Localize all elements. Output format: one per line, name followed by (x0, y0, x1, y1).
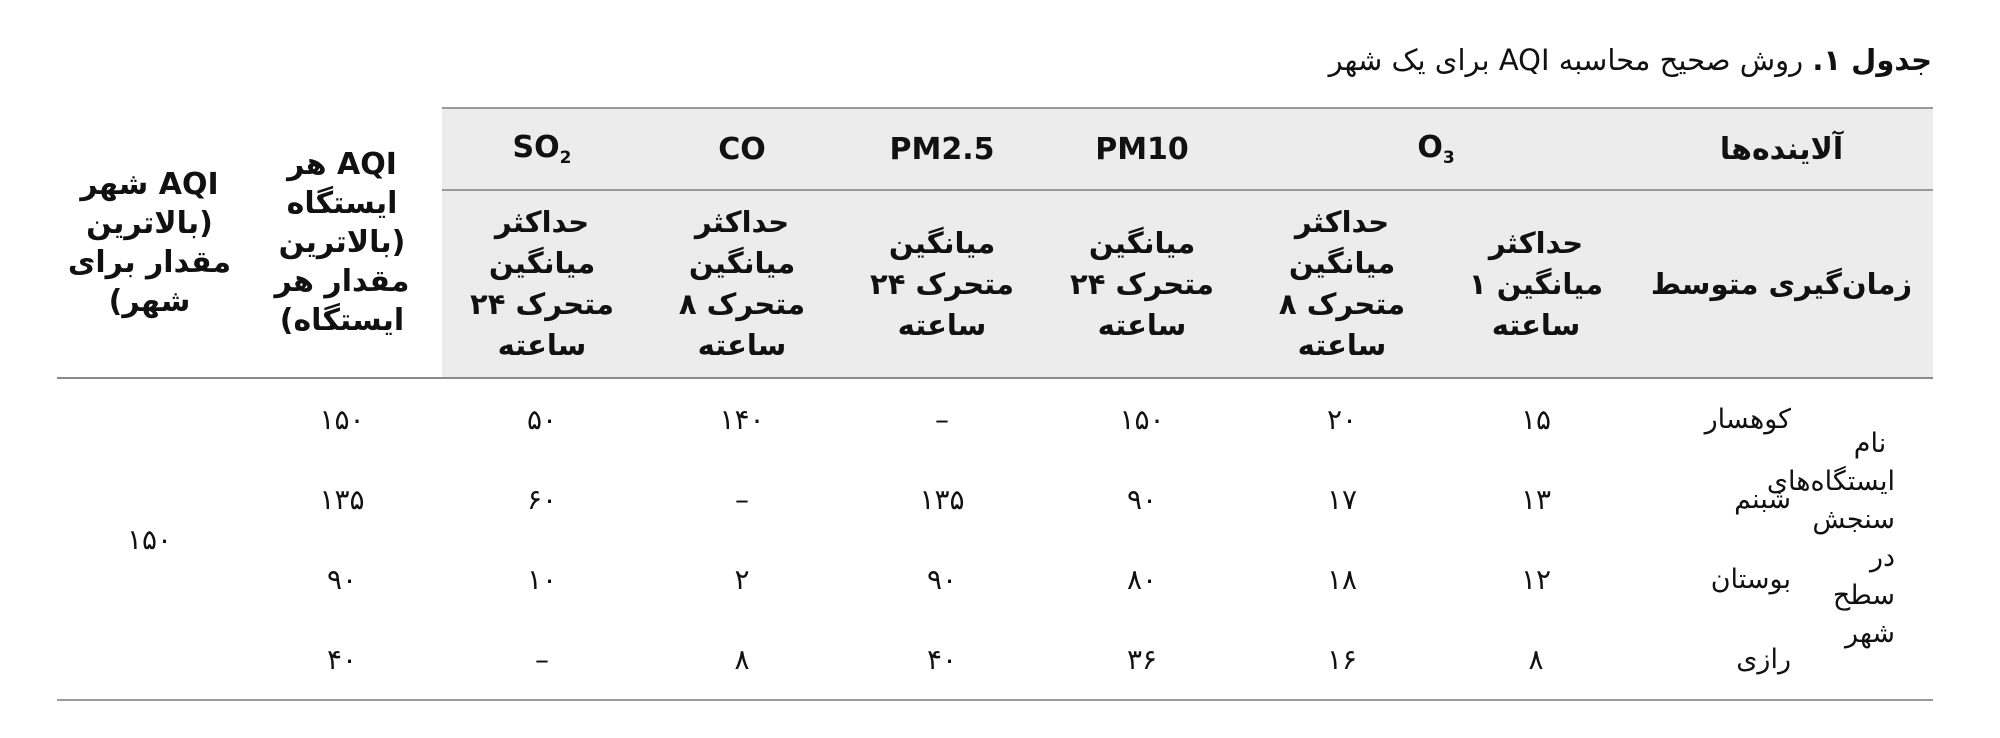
station-aqi-header-line: مقدار هر (274, 264, 410, 299)
header-line: حداکثر (1294, 205, 1390, 239)
header-line: ساعته (1097, 307, 1187, 342)
header-line: میانگین ۱ (1468, 266, 1604, 301)
header-line: میانگین (688, 246, 796, 280)
cell-co: ۲ (734, 562, 750, 596)
city-aqi-header-line: AQI شهر (80, 166, 219, 202)
so2-label: SO (512, 130, 560, 165)
header-line: متحرک ۸ (678, 287, 806, 321)
cell-station-aqi: ۴۰ (242, 619, 442, 700)
cell-pm10: ۱۵۰ (1119, 402, 1165, 436)
city-aqi-value: ۱۵۰ (57, 378, 242, 700)
cell-pm10: ۸۰ (1126, 562, 1158, 596)
co-avg-header (642, 190, 842, 378)
header-line: متحرک ۲۴ (470, 287, 614, 321)
header-line: متحرک ۲۴ (870, 266, 1014, 301)
station-aqi-header (242, 108, 442, 378)
cell-o3-1h: ۸ (1442, 619, 1630, 700)
cell-pm25: ۹۰ (926, 562, 958, 596)
city-aqi-header-line: شهر) (108, 283, 191, 319)
pm10-avg-header (1042, 190, 1242, 378)
station-aqi-header-line: ایستگاه) (279, 303, 405, 338)
station-name: رازی (1630, 619, 1805, 700)
header-line: میانگین (1288, 246, 1396, 280)
aqi-table-container (57, 107, 1933, 701)
table-row (57, 459, 1933, 539)
group-label-line: سنجش در (1812, 504, 1896, 573)
so2-subscript: 2 (559, 148, 572, 168)
cell-so2: ۵۰ (526, 402, 558, 436)
table-row (57, 378, 1933, 459)
o3-subscript: 3 (1442, 148, 1455, 168)
caption-label: جدول ۱. (1812, 43, 1932, 77)
pm25-header: PM2.5 (842, 108, 1042, 190)
station-aqi-header-line: (بالاترین (278, 225, 406, 260)
header-line: حداکثر (694, 205, 790, 239)
o3-8h-header (1242, 190, 1442, 378)
cell-pm10: ۳۶ (1042, 619, 1242, 700)
group-label-line: ایستگاه‌های (1766, 466, 1896, 497)
cell-o3-1h: ۱۵ (1520, 402, 1552, 436)
station-name: بوستان (1710, 563, 1792, 595)
cell-so2: ۶۰ (526, 482, 558, 516)
so2-avg-header (442, 190, 642, 378)
header-line: متحرک ۲۴ (1070, 266, 1214, 301)
header-line: حداکثر (494, 205, 590, 239)
cell-station-aqi: ۹۰ (326, 562, 358, 596)
cell-pm25: – (935, 402, 949, 436)
table-row (57, 539, 1933, 619)
cell-pm10: ۹۰ (1126, 482, 1158, 516)
header-line: متحرک ۸ (1278, 287, 1406, 321)
header-line: ساعته (897, 307, 987, 342)
city-aqi-header-line: (بالاترین (86, 205, 213, 241)
cell-o3-8h: ۱۸ (1326, 562, 1358, 596)
header-line: ساعته (1297, 328, 1387, 362)
cell-station-aqi: ۱۳۵ (319, 482, 365, 516)
cell-so2: – (442, 619, 642, 700)
station-aqi-header-line: ایستگاه (286, 186, 398, 221)
header-line: میانگین (488, 246, 596, 280)
station-group-label (1766, 378, 1933, 700)
pm25-avg-header (842, 190, 1042, 378)
header-line: میانگین (888, 225, 996, 260)
station-name: کوهسار (1704, 403, 1792, 435)
group-label-line: سطح شهر (1832, 580, 1896, 649)
cell-o3-1h: ۱۲ (1520, 562, 1552, 596)
pm10-header: PM10 (1042, 108, 1242, 190)
city-aqi-header (57, 108, 242, 378)
cell-so2: ۱۰ (526, 562, 558, 596)
o3-1h-header (1442, 190, 1630, 378)
cell-o3-8h: ۲۰ (1326, 402, 1358, 436)
aqi-table (57, 107, 1933, 701)
cell-pm25: ۴۰ (842, 619, 1042, 700)
cell-o3-8h: ۱۶ (1242, 619, 1442, 700)
cell-o3-1h: ۱۳ (1520, 482, 1552, 516)
averaging-header: زمان‌گیری متوسط (1630, 190, 1933, 378)
o3-label: O (1417, 130, 1443, 165)
table-caption (1329, 40, 1932, 80)
station-aqi-header-line: AQI هر (287, 147, 397, 182)
so2-header (442, 108, 642, 190)
city-aqi-header-line: مقدار برای (67, 244, 232, 280)
station-name: شبنم (1734, 483, 1792, 515)
co-header: CO (642, 108, 842, 190)
o3-header (1242, 108, 1630, 190)
cell-co: – (735, 482, 749, 516)
cell-station-aqi: ۱۵۰ (319, 402, 365, 436)
header-line: ساعته (1491, 307, 1581, 342)
header-line: میانگین (1088, 225, 1196, 260)
header-line: ساعته (697, 328, 787, 362)
caption-text: روش صحیح محاسبه AQI برای یک شهر (1328, 43, 1804, 77)
pollutants-header: آلاینده‌ها (1630, 108, 1933, 190)
cell-o3-8h: ۱۷ (1326, 482, 1358, 516)
cell-co: ۸ (642, 619, 842, 700)
cell-co: ۱۴۰ (719, 402, 765, 436)
table-row (57, 619, 1933, 700)
group-label-line: نام (1853, 428, 1887, 459)
header-line: ساعته (497, 328, 587, 362)
header-line: حداکثر (1488, 225, 1584, 260)
cell-pm25: ۱۳۵ (919, 482, 965, 516)
